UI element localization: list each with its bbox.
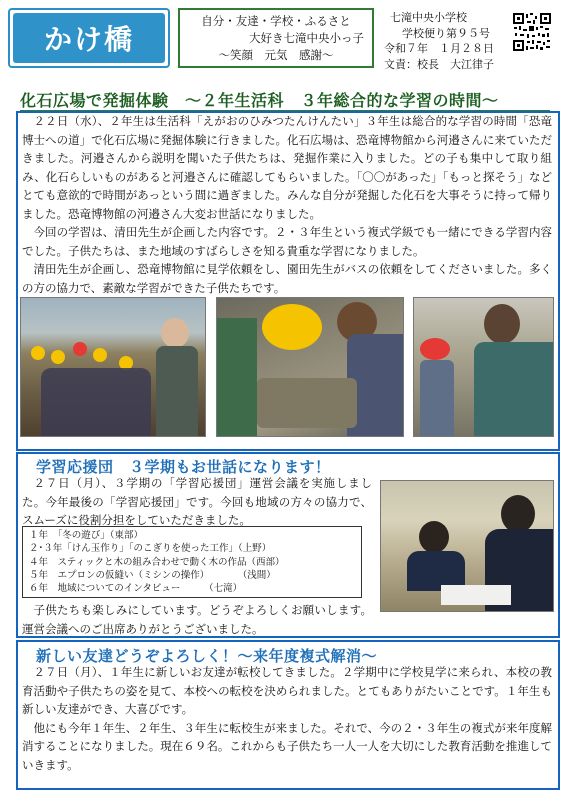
issue-info xyxy=(384,10,504,72)
fossil-paragraph-2: 今回の学習は、清田先生が企画した内容です。２・３年生という複式学級でも一緒にできる学習内容でした。子供たちは、また地域のすばらしさを知る貴重な学習になりました。 xyxy=(22,225,552,258)
photo-fossil-digging xyxy=(216,297,404,437)
newfriends-paragraph-1: ２７日（月）、１年生に新しいお友達が転校してきました。２学期中に学校見学に来られ、本校の教育活動や子供たちの姿を見て、本校への転校を決められました。とてもありがたいことです。１年生も新しい友達ができ、大喜びです。 xyxy=(22,665,552,716)
schedule-row: １年 「冬の遊び」（東部） xyxy=(29,530,144,541)
section-fossil-title: 化石広場で発掘体験 ～２年生活科 ３年総合的な学習の時間～ xyxy=(20,91,499,110)
section-newfriends-title: 新しい友達どうぞよろしく！～来年度複式解消～ xyxy=(36,647,378,665)
issue-author: 文責：校長 大江律子 xyxy=(384,57,494,71)
motto-line-2: 大好き七滝中央小っ子 xyxy=(249,31,364,45)
newsletter-logo xyxy=(8,8,170,68)
section-support-closing xyxy=(22,601,372,638)
schedule-row: ６年 地域についてのインタビュー （七滝） xyxy=(29,583,243,595)
schedule-row: ５年 エプロンの仮縫い（ミシンの操作） （浅間） xyxy=(29,569,276,581)
section-support-title: 学習応援団 ３学期もお世話になります！ xyxy=(36,458,331,476)
issue-date: 令和７年 １月２８日 xyxy=(384,42,494,55)
qr-code-icon xyxy=(512,12,552,52)
photo-fossil-checking xyxy=(413,297,554,437)
motto-line-1: 自分・友達・学校・ふるさと xyxy=(201,14,351,28)
section-newfriends-body xyxy=(22,663,552,774)
photo-support-meeting xyxy=(380,480,554,612)
newfriends-paragraph-2: 他にも今年１年生、２年生、３年生に転校生が来ました。それで、今の２・３年生の複式が来年度解消することになりました。現在６９名。これからも子供たち一人一人を大切にした教育活動を推進していきます。 xyxy=(22,720,552,772)
support-paragraph-1: ２７日（月）、３学期の「学習応援団」運営会議を実施しました。今年最後の「学習応援団」です。今回も地域の方々の協力で、スムーズに役割分担をしていただきました。 xyxy=(22,476,372,527)
newsletter-title: かけ橋 xyxy=(13,13,165,63)
section-support-body xyxy=(22,474,372,530)
schedule-row: ２･３年「けん玉作り」「のこぎりを使った工作」（上野） xyxy=(29,543,272,555)
support-paragraph-2: 子供たちも楽しみにしています。どうぞよろしくお願いします。運営会議へのご出席ありがとうございました。 xyxy=(22,603,372,636)
schedule-row: ４年 スティックと木の組み合わせで動く木の作品（西部） xyxy=(29,556,285,568)
school-motto xyxy=(178,8,374,68)
photo-fossil-group xyxy=(20,297,206,437)
fossil-paragraph-1: ２２日（水）、２年生は生活科「えがおのひみつたんけんたい」３年生は総合的な学習の時間「恐竜博士への道」で化石広場に発掘体験に行きました。化石広場は、恐竜博物館から河邉さんに来ていただきました。河邉さんから説明を聞いた子供たちは、発掘作業に入りました。どの子も集中して取り組み、化石らしいものがあると河邉さんに確認してもらいました。「〇〇があった」「もっと探そう」などとても意欲的で時間があっという間に過ぎました。みんな自分が発掘した化石を大事そうに持って帰りました。恐竜博物館の河邉さん大変お世話になりました。 xyxy=(22,114,552,221)
section-fossil-body xyxy=(22,112,552,297)
support-schedule-table xyxy=(22,526,362,598)
issue-number: 学校便り第９５号 xyxy=(402,26,490,40)
fossil-paragraph-3: 清田先生が企画し、恐竜博物館に見学依頼をし、園田先生がバスの依頼をしてくださいました。多くの方の協力で、素敵な学習ができた子供たちです。 xyxy=(22,262,552,295)
motto-line-3: ～笑顔 元気 感謝～ xyxy=(218,48,334,62)
school-name: 七滝中央小学校 xyxy=(390,11,467,24)
